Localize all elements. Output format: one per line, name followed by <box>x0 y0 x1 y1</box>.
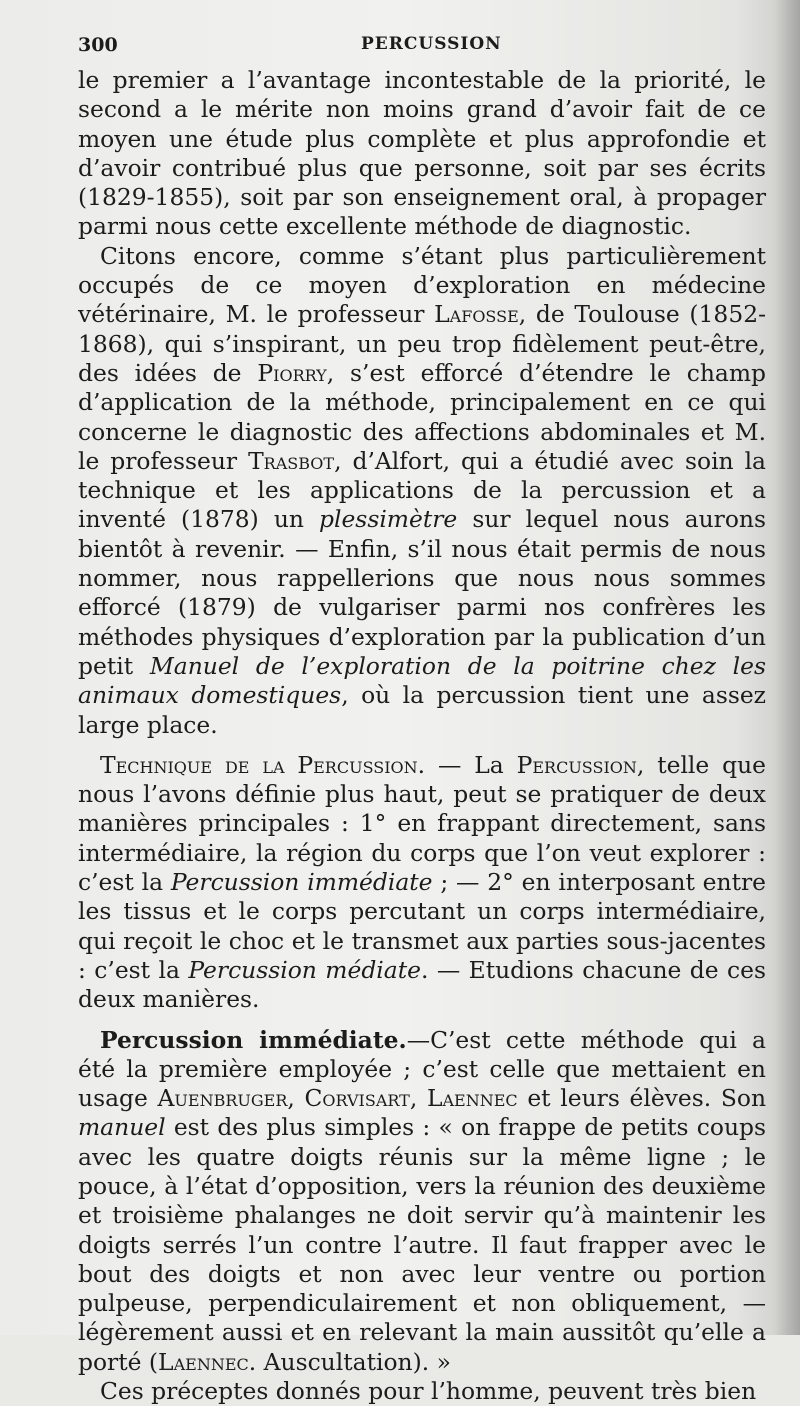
small-caps-term: Percussion <box>516 750 637 779</box>
section-heading: Technique de la Percussion. <box>100 750 426 779</box>
italic-term: plessimètre <box>319 505 458 534</box>
paragraph-5: Ces préceptes donnés pour l’homme, peuvent très bien <box>100 1377 757 1406</box>
book-title: Manuel de l’exploration de la poitrine chez les animaux domestiques <box>78 651 766 710</box>
italic-term: Percussion médiate <box>188 955 421 984</box>
paragraph-3: Technique de la Percussion. — La Percussion, telle que nous l’avons définie plus haut, peut se pratiquer de deux manières principales : 1° en frappant directement, sans intermédiaire, la région du corps que l’on veut explorer : c’est la Percussion immédiate ; — 2° en interposant entre les tissus et le corps percutant un corps intermédiaire, qui reçoit le choc et le transmet aux parties sous-jacentes : c’est la Percussion médiate. — Etudions chacune de ces deux manières. <box>78 750 767 1014</box>
paragraph-1: le premier a l’avantage incontestable de la priorité, le second a le mérite non moins grand d’avoir fait de ce moyen une étude plus complète et plus approfondie et d’avoir contribué plus que personne, soit par ses écrits (1829-1855), soit par son enseignement oral, à propager parmi nous cette excellente méthode de diagnostic. <box>78 66 766 241</box>
page-gutter-shadow <box>774 0 800 1335</box>
paragraph-2: Citons encore, comme s’étant plus particulièrement occupés de ce moyen d’exploration en médecine vétérinaire, M. le professeur Lafosse, de Toulouse (1852-1868), qui s’inspirant, un peu trop fidèlement peut-être, des idées de Piorry, s’est efforcé d’étendre le champ d’application de la méthode, principalement en ce qui concerne le diagnostic des affections abdominales et M. le professeur Trasbot, d’Alfort, qui a étudié avec soin la technique et les applications de la percussion et a inventé (1878) un plessimètre sur lequel nous aurons bientôt à revenir. — Enfin, s’il nous était permis de nous nommer, nous rappellerions que nous nous sommes efforcé (1879) de vulgariser parmi nos confrères les méthodes physiques d’exploration par la publication d’un petit Manuel de l’exploration de la poitrine chez les animaux domestiques, où la percussion tient une assez large place. <box>78 241 767 739</box>
author-name: Corvisart <box>304 1084 410 1113</box>
running-title: PERCUSSION <box>361 34 502 54</box>
subsection-heading: Percussion immédiate. <box>100 1025 407 1054</box>
author-name: Piorry <box>257 358 327 387</box>
page-body <box>78 66 766 1406</box>
italic-term: manuel <box>78 1113 166 1142</box>
italic-term: Percussion immédiate <box>170 868 433 897</box>
page-number: 300 <box>78 34 118 56</box>
author-name: Lafosse <box>434 300 519 329</box>
author-name: Laennec <box>426 1084 518 1113</box>
author-name: Trasbot <box>248 446 335 475</box>
paragraph-4: Percussion immédiate.—C’est cette méthode qui a été la première employée ; c’est celle que mettaient en usage Auenbruger, Corvisart, Laennec et leurs élèves. Son manuel est des plus simples : « on frappe de petits coups avec les quatre doigts réunis sur la même ligne ; le pouce, à l’état d’opposition, vers la réunion des deuxième et troisième phalanges ne doit servir qu’à maintenir les doigts serrés l’un contre l’autre. Il faut frapper avec le bout des doigts et non avec leur ventre ou portion pulpeuse, perpendiculairement et non obliquement, — légèrement aussi et en relevant la main aussitôt qu’elle a porté (Laennec. Auscultation). » <box>78 1025 767 1376</box>
page-header <box>78 30 760 58</box>
author-name: Laennec <box>158 1347 249 1376</box>
author-name: Auenbruger <box>157 1084 288 1113</box>
